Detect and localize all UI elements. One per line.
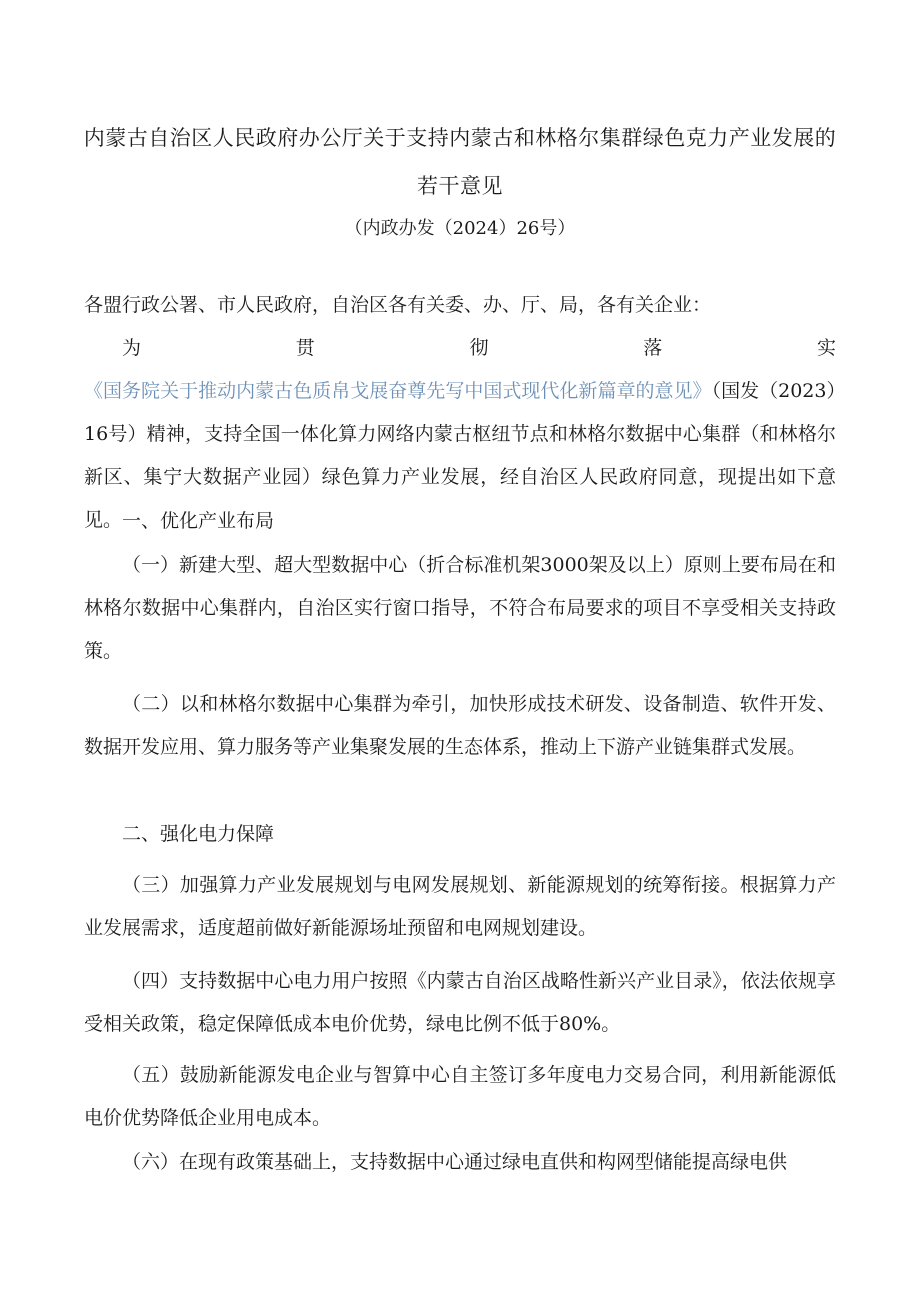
referenced-document-link[interactable]: 《国务院关于推动内蒙古色质帛戈展奋尊先写中国式现代化新篇章的意见》 (84, 380, 712, 402)
list-item: （六）在现有政策基础上，支持数据中心通过绿电直供和构网型储能提高绿电供 (122, 1151, 788, 1173)
intro-suffix: （国发（2023）16号）精神，支持全国一体化算力网络内蒙古枢纽节点和林格尔数据中心集群（和林格尔新区、集宁大数据产业园）绿色算力产业发展，经自治区人民政府同意，现提出如下意见。 (84, 380, 836, 531)
list-item: （三）加强算力产业发展规划与电网发展规划、新能源规划的统筹衔接。根据算力产业发展需求，适度超前做好新能源场址预留和电网规划建设。 (84, 874, 836, 939)
section-heading: 一、优化产业布局 (122, 510, 275, 532)
section-heading: 二、强化电力保障 (122, 823, 275, 845)
salutation: 各盟行政公署、市人民政府，自治区各有关委、办、厅、局，各有关企业： (84, 294, 712, 316)
list-item: （二）以和林格尔数据中心集群为牵引，加快形成技术研发、设备制造、软件开发、数据开发应用、算力服务等产业集聚发展的生态体系，推动上下游产业链集群式发展。 (84, 693, 836, 758)
intro-prefix: 为贯彻落实 (122, 337, 836, 359)
document-title-line1: 内蒙古自治区人民政府办公厅关于支持内蒙古和林格尔集群绿色克力产业发展的 (83, 126, 837, 150)
list-item: （一）新建大型、超大型数据中心（折合标准机架3000架及以上）原则上要布局在和林格尔数据中心集群内，自治区实行窗口指导，不符合布局要求的项目不享受相关支持政策。 (84, 554, 836, 662)
list-item: （五）鼓励新能源发电企业与智算中心自主签订多年度电力交易合同，利用新能源低电价优势降低企业用电成本。 (84, 1064, 836, 1129)
list-item: （四）支持数据中心电力用户按照《内蒙古自治区战略性新兴产业目录》，依法依规享受相关政策，稳定保障低成本电价优势，绿电比例不低于80%。 (84, 970, 836, 1035)
document-number: （内政办发（2024）26号） (344, 218, 576, 239)
document-title-line2: 若干意见 (417, 174, 503, 198)
